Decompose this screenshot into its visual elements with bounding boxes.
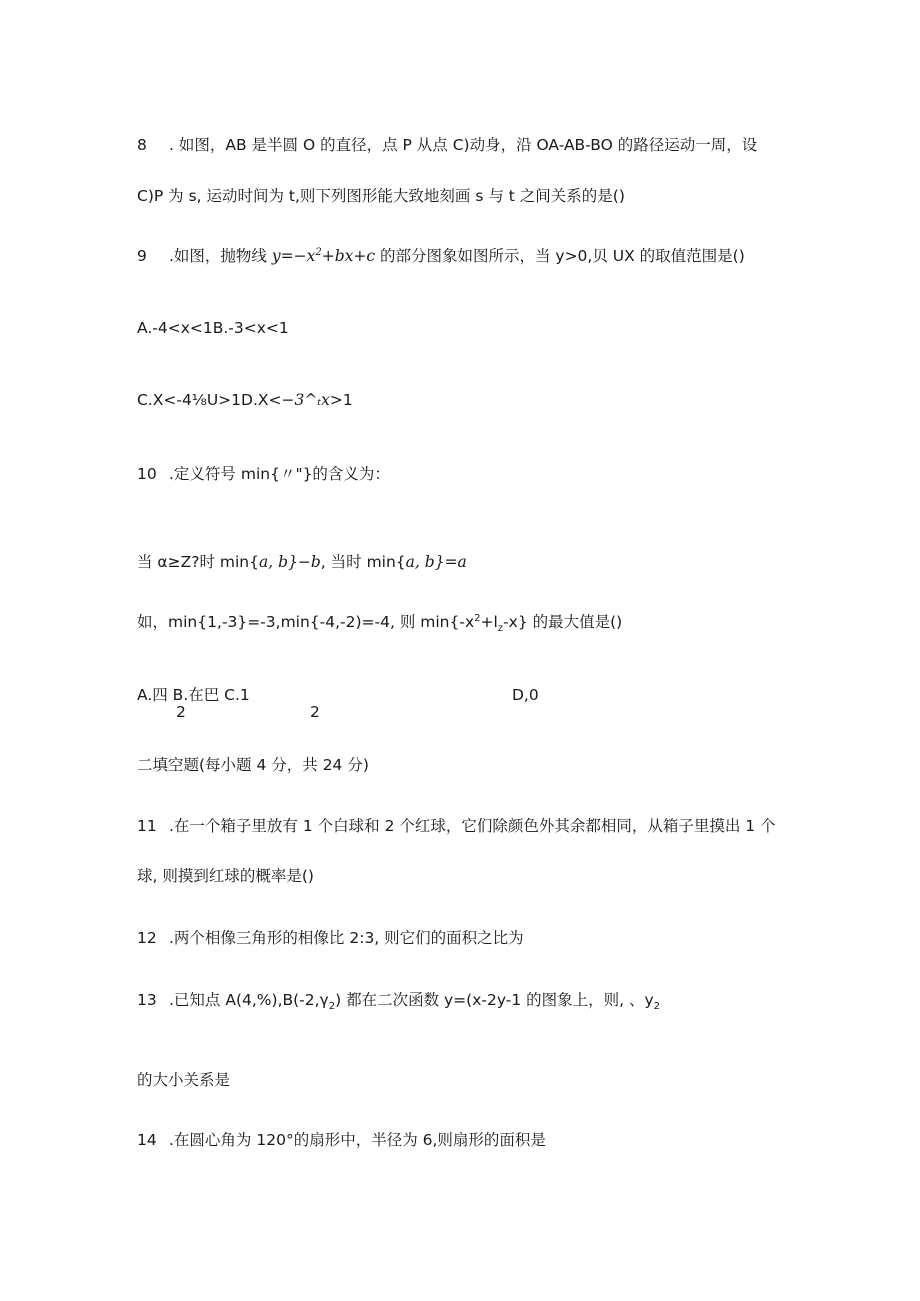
- question-text: .在一个箱子里放有 1 个白球和 2 个红球，它们除颜色外其余都相同，从箱子里摸出 1 个: [169, 817, 776, 835]
- formula-part: +bx+c: [321, 247, 376, 265]
- question-9-options-ab: [137, 318, 289, 338]
- definition-italic: a, b}=a: [405, 553, 467, 571]
- definition-text: , 当时 min{: [320, 553, 406, 571]
- section-title: [137, 755, 369, 775]
- question-9-options-cd: [137, 390, 353, 410]
- definition-text: 当 α≥Z?时 min{: [137, 553, 259, 571]
- question-11-line-2: [137, 866, 314, 886]
- question-number: 13: [137, 991, 157, 1009]
- question-text: .已知点 A(4,%),B(-2,γ: [169, 991, 329, 1009]
- question-10-definition: [137, 552, 467, 572]
- question-number: 12: [137, 929, 157, 947]
- question-12: [137, 928, 524, 948]
- question-10-option-d: D,0: [512, 686, 539, 704]
- question-text: 的大小关系是: [137, 1071, 231, 1089]
- question-text: .两个相像三角形的相像比 2:3, 则它们的面积之比为: [169, 929, 524, 947]
- question-8-line-1: [137, 135, 757, 155]
- question-text: .定义符号 min{〃"}的含义为：: [169, 465, 390, 483]
- question-11-line-1: [137, 816, 776, 836]
- question-10-example: [137, 612, 623, 635]
- options-italic: −3^ₜx>: [281, 391, 343, 409]
- question-13-line-2: [137, 1070, 230, 1090]
- question-number: 8: [137, 136, 147, 154]
- question-number: 11: [137, 817, 157, 835]
- example-exponent: 2: [474, 612, 481, 624]
- question-10-title: [137, 464, 390, 484]
- question-10-options-abc: A.四 B.在巴 C.1: [137, 686, 250, 704]
- example-text: -x} 的最大值是(): [503, 613, 623, 631]
- options-text: A.-4<x<1B.-3<x<1: [137, 319, 289, 337]
- question-number: 14: [137, 1131, 157, 1149]
- parabola-formula: [272, 247, 375, 265]
- section-title-text: 二填空题(每小题 4 分，共 24 分): [137, 756, 369, 774]
- question-number: 10: [137, 465, 157, 483]
- example-subscript: z: [497, 623, 504, 635]
- definition-italic: a, b}−b: [259, 553, 321, 571]
- question-text: 球, 则摸到红球的概率是(): [137, 867, 314, 885]
- subscript: 2: [328, 1001, 336, 1013]
- formula-part: y=−x: [271, 247, 316, 265]
- example-text: +l: [480, 613, 498, 631]
- question-14: [137, 1130, 546, 1150]
- example-text: 如，min{1,-3}=-3,min{-4,-2)=-4, 则 min{-x: [137, 613, 475, 631]
- question-text: .在圆心角为 120°的扇形中，半径为 6,则扇形的面积是: [169, 1131, 546, 1149]
- question-text-prefix: .如图，抛物线: [169, 247, 272, 265]
- question-text: . 如图，AB 是半圆 O 的直径，点 P 从点 C)动身，沿 OA-AB-BO 的路径运动一周，设: [169, 136, 758, 154]
- subscript: 2: [653, 1001, 661, 1013]
- question-text-suffix: 的部分图象如图所示，当 y>0,贝 UX 的取值范围是(): [375, 247, 745, 265]
- question-9: [137, 246, 745, 266]
- question-text: ) 都在二次函数 y=(x-2y-1 的图象上，则, 、y: [335, 991, 654, 1009]
- options-text: 1: [342, 391, 353, 409]
- question-8-line-2: [137, 186, 625, 206]
- formula-exponent: 2: [315, 246, 322, 258]
- question-number: 9: [137, 247, 147, 265]
- question-text: C)P 为 s, 运动时间为 t,则下列图形能大致地刻画 s 与 t 之间关系的是(): [137, 187, 625, 205]
- options-text: C.X<-4⅛U>1D.X<: [137, 391, 282, 409]
- fraction-denominator: 2: [310, 703, 320, 721]
- fraction-denominator: 2: [176, 703, 186, 721]
- question-13-line-1: [137, 990, 661, 1013]
